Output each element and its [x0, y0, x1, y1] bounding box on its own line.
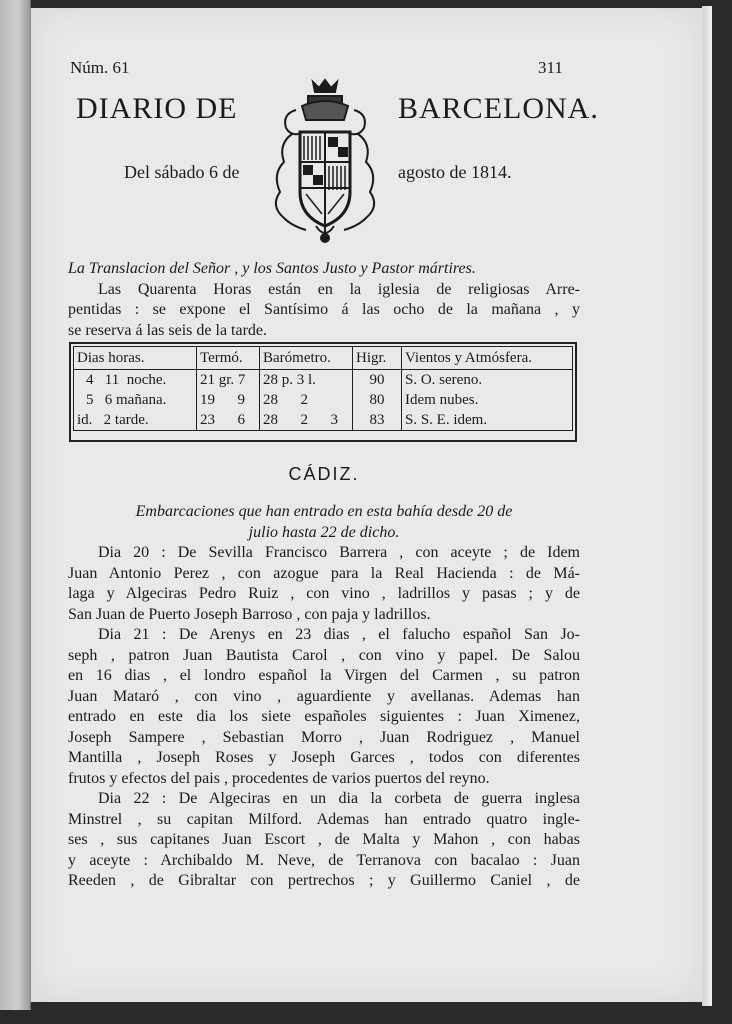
table-cell: 28 2 3	[260, 410, 353, 431]
section-body	[68, 543, 580, 892]
table-row	[74, 370, 573, 391]
table-cell: 5 6 mañana.	[74, 390, 197, 410]
table-cell: 28 2	[260, 390, 353, 410]
text-line: frutos y efectos del pais , procedentes de varios puertos del reyno.	[68, 769, 490, 787]
masthead-title-right: BARCELONA.	[398, 92, 599, 125]
table-row	[74, 410, 573, 431]
text-line: y aceyte : Archibaldo M. Neve, de Terranova con bacalao : Juan	[68, 851, 580, 869]
page-stack-edge	[702, 6, 712, 1006]
page-number: 311	[538, 58, 563, 77]
facing-page-edge	[0, 0, 31, 1010]
text-line: Mantilla , Joseph Roses y Joseph Garces , todos con diferentes	[68, 749, 580, 766]
table-cell: id. 2 tarde.	[74, 410, 197, 431]
text-line: Dia 22 : De Algeciras en un dia la corbeta de guerra inglesa	[98, 790, 580, 807]
text-line: laga y Algeciras Pedro Ruiz , con vino , ladrillos y pasas ; y de	[68, 585, 580, 602]
text-line: Reeden , de Gibraltar con pertrechos ; y Guillermo Caniel , de	[68, 872, 580, 889]
text-line: Dia 20 : De Sevilla Francisco Barrera , con aceyte ; de Idem	[98, 544, 580, 561]
text-line: pentidas : se expone el Santísimo á las ocho de la mañana , y	[68, 301, 580, 318]
issue-date-left: Del sábado 6 de	[124, 162, 240, 182]
table-cell: 23 6	[197, 410, 260, 431]
text-line: seph , patron Juan Bautista Carol , con vino y papel. De Salou	[68, 646, 580, 664]
header-cell: Higr.	[353, 347, 402, 370]
table-cell: 90	[353, 370, 402, 391]
text-line: en 16 dias , el londro español la Virgen del Carmen , su patron	[68, 667, 580, 684]
table-cell: S. S. E. idem.	[405, 411, 488, 428]
table-cell: 80	[353, 390, 402, 410]
table-cell: S. O. sereno.	[405, 371, 483, 388]
text-line: Dia 21 : De Arenys en 23 dias , el falucho español San Jo-	[98, 626, 580, 643]
header-cell: Dias horas.	[74, 347, 197, 370]
header-cell: Termó.	[197, 347, 260, 370]
table-cell: 21 gr. 7	[197, 370, 260, 391]
weather-table	[73, 346, 573, 431]
text-line: San Juan de Puerto Joseph Barroso , con paja y ladrillos.	[68, 605, 431, 623]
coat-of-arms-icon	[266, 76, 384, 244]
masthead-title-left: DIARIO DE	[76, 92, 238, 125]
issue-date-right: agosto de 1814.	[398, 162, 512, 182]
issue-number: Núm. 61	[70, 58, 130, 77]
text-line: Joseph Sampere , Sebastian Morro , Juan Rodriguez , Manuel	[68, 728, 580, 746]
table-cell: 28 p. 3 l.	[260, 370, 353, 391]
header-cell: Vientos y Atmósfera.	[402, 347, 573, 370]
text-line: Minstrel , su capitan Milford. Ademas han entrado quatro ingle-	[68, 810, 580, 828]
table-cell: Idem nubes.	[405, 391, 479, 408]
weather-table-frame	[69, 342, 577, 442]
subtitle-line: Embarcaciones que han entrado en esta bahía desde 20 de	[135, 503, 513, 520]
feast-line: La Translacion del Señor , y los Santos Justo y Pastor mártires.	[68, 260, 476, 277]
text-line: Las Quarenta Horas están en la iglesia de religiosas Arre-	[98, 280, 580, 298]
intro-block	[68, 259, 580, 341]
header-cell: Barómetro.	[260, 347, 353, 370]
section-subtitle	[68, 502, 580, 543]
text-line: ses , sus capitanes Juan Escort , de Malta y Mahon , con habas	[68, 831, 580, 848]
table-row	[74, 390, 573, 410]
table-cell: 4 11 noche.	[74, 370, 197, 391]
table-cell: 19 9	[197, 390, 260, 410]
table-cell: 83	[353, 410, 402, 431]
text-line: entrado en este dia los siete españoles siguientes : Juan Ximenez,	[68, 708, 580, 725]
text-line: Juan Antonio Perez , con azogue para la Real Hacienda : de Má-	[68, 564, 580, 582]
text-line: Juan Mataró , con vino , aguardiente y avellanas. Ademas han	[68, 687, 580, 705]
text-line: se reserva á las seis de la tarde.	[68, 321, 268, 339]
weather-table-header-row	[74, 347, 573, 370]
subtitle-line: julio hasta 22 de dicho.	[248, 523, 400, 541]
section-title: CÁDIZ.	[288, 464, 360, 484]
